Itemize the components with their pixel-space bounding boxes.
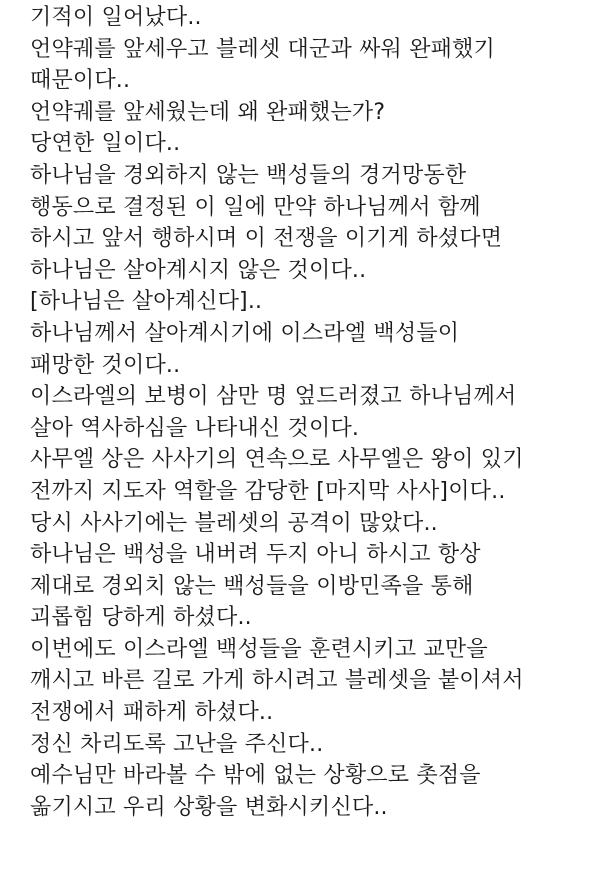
text-line: 이번에도 이스라엘 백성들을 훈련시키고 교만을 [30,636,488,662]
text-line: 사무엘 상은 사사기의 연속으로 사무엘은 왕이 있기 [30,447,524,473]
text-line: 이스라엘의 보병이 삼만 명 엎드러졌고 하나님께서 [30,384,517,410]
text-line: 하나님은 백성을 내버려 두지 아니 하시고 항상 [30,542,481,568]
text-line: 살아 역사하심을 나타내신 것이다. [30,415,360,441]
text-line: 당연한 일이다.. [30,131,181,157]
text-line: 기적이 일어났다.. [30,5,202,30]
text-line: 하나님은 살아계시지 않은 것이다.. [30,257,367,283]
text-line: 옮기시고 우리 상황을 변화시키신다.. [30,794,388,820]
text-line: 예수님만 바라볼 수 밖에 없는 상황으로 촛점을 [30,763,481,789]
text-line: 전까지 지도자 역할을 감당한 [마지막 사사]이다.. [30,478,506,504]
text-line: 언약궤를 앞세우고 블레셋 대군과 싸워 완패했기 [30,36,496,62]
document-body [30,2,590,823]
text-line: 하나님께서 살아계시기에 이스라엘 백성들이 [30,320,460,346]
text-line: 언약궤를 앞세웠는데 왜 완패했는가? [30,99,386,125]
text-line: 때문이다.. [30,68,131,94]
text-line: 행동으로 결정된 이 일에 만약 하나님께서 함께 [30,194,481,220]
text-line: 괴롭힘 당하게 하셨다.. [30,605,252,631]
text-line: 깨시고 바른 길로 가게 하시려고 블레셋을 붙이셔서 [30,668,524,694]
text-line: [하나님은 살아계신다].. [30,289,263,315]
text-line: 제대로 경외치 않는 백성들을 이방민족을 통해 [30,573,474,599]
text-line: 하시고 앞서 행하시며 이 전쟁을 이기게 하셨다면 [30,226,503,252]
text-line: 당시 사사기에는 블레셋의 공격이 많았다.. [30,510,438,536]
text-line: 하나님을 경외하지 않는 백성들의 경거망동한 [30,162,467,188]
text-line: 전쟁에서 패하게 하셨다.. [30,700,274,726]
text-line: 정신 차리도록 고난을 주신다.. [30,731,324,757]
text-line: 패망한 것이다.. [30,352,181,378]
